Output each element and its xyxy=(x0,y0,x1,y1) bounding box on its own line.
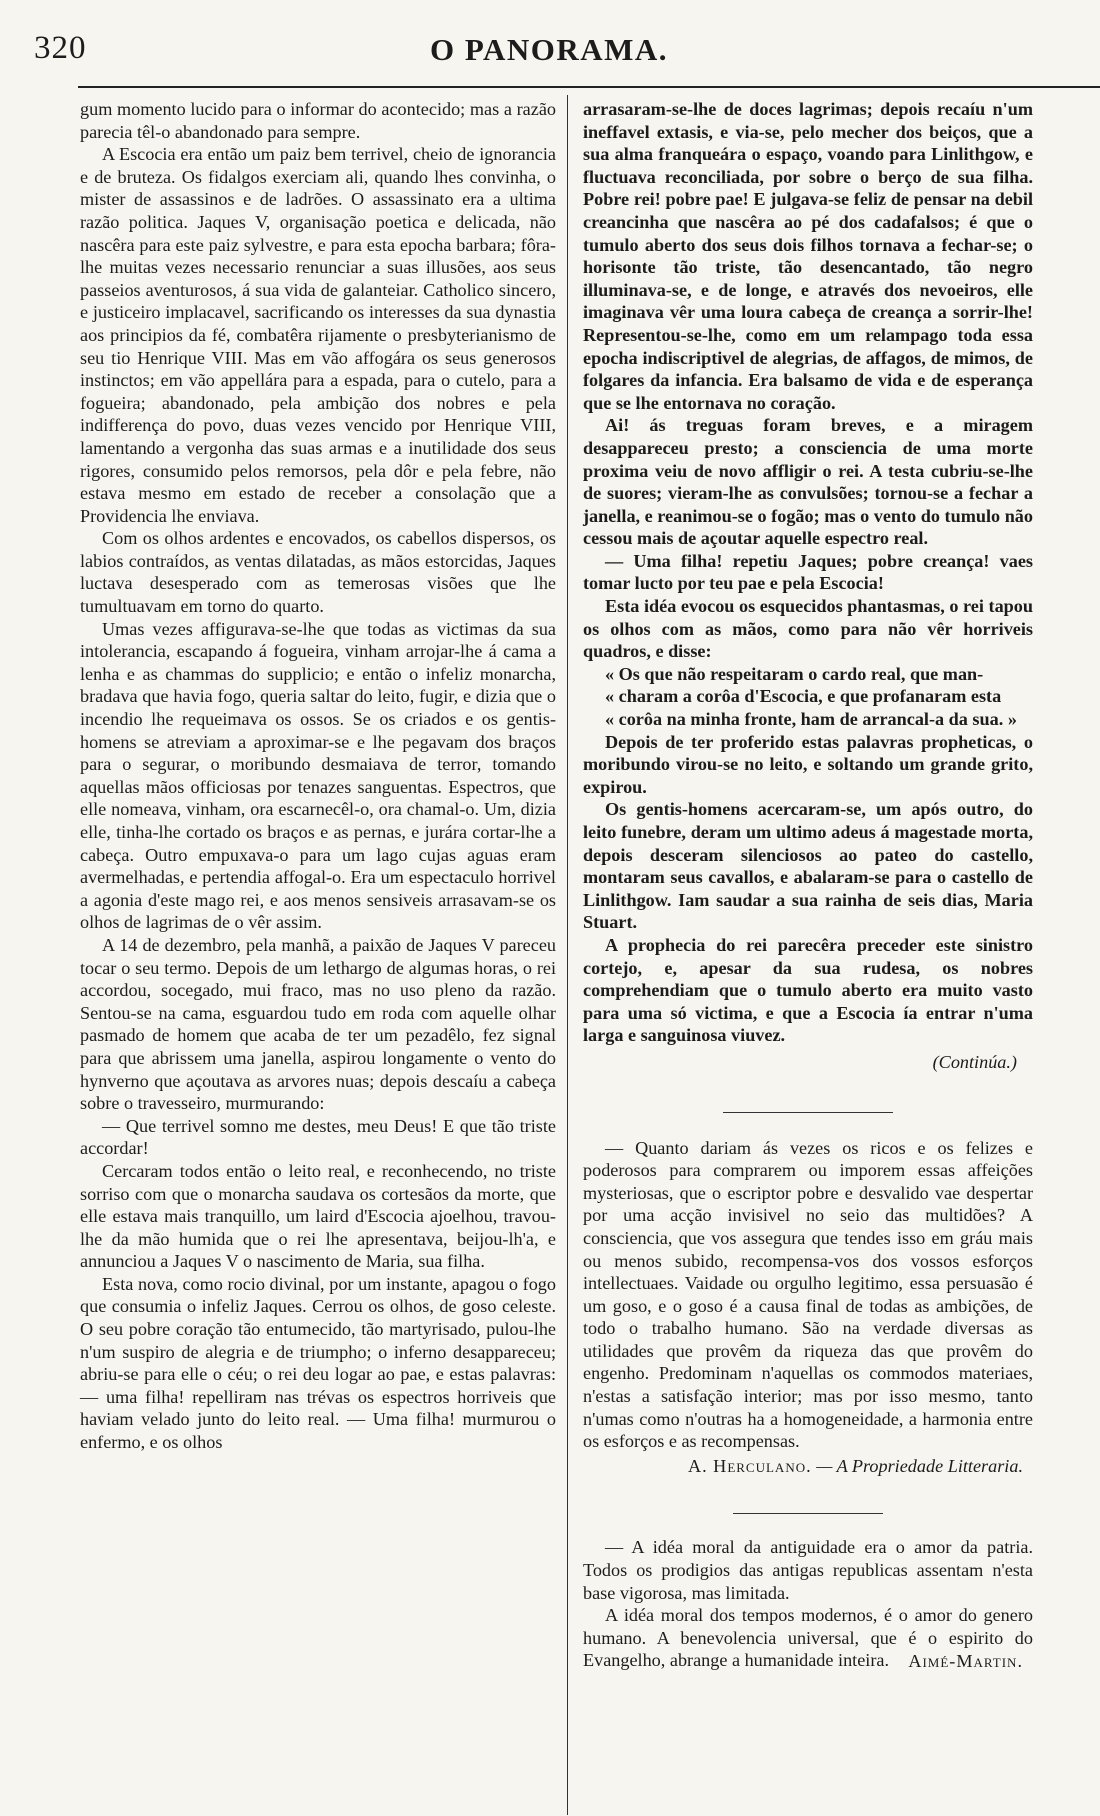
quote-line: « Os que não respeitaram o cardo real, que man- xyxy=(605,663,984,684)
article-paragraph: — Quanto dariam ás vezes os ricos e os felizes e poderosos para comprarem ou imporem essas affeições mysteriosas, que o escriptor pobre e desvalido vae despertar por uma acção invisivel no seio das multidões? A consciencia, que vos assegura que tendes isso em gráu mais ou menos subido, recompensa-vos dos vossos esforços intellectuaes. Vaidade ou orgulho legitimo, essa persuasão é um goso, e o goso é a causa final de todas as ambições, de todo o trabalho humano. São na verdade diversas as utilidades que provêm da riqueza das que provêm do engenho. Predominam n'aquellas os commodos materiaes, n'estas a satisfação interior; mas por isso mesmo, tanto n'umas como n'outras ha a homogeneidade, a harmonia entre os esforços e as recompensas. xyxy=(583,1137,1033,1452)
paragraph: A Escocia era então um paiz bem terrivel, cheio de ignorancia e de bruteza. Os fidalgos exerciam ali, quando lhes convinha, o mister de assassinos e de ladrões. O assassinato era a ultima razão politica. Jaques V, organisação poetica e delicada, não nascêra para este paiz sylvestre, e para esta epocha barbara; fôra-lhe muitas vezes necessario renunciar a suas illusões, aos seus passeios aventurosos, á sua vida de galanteiar. Catholico sincero, e justiceiro implacavel, sacrificando os interesses da sua dynastia aos principios da fé, combatêra rijamente o presbyterianismo de seu tio Henrique VIII. Mas em vão affogára os seus generosos instinctos; em vão appellára para a espada, para o cutelo, para a fogueira; abandonado, pela ambição dos nobres e pela indifferença do povo, duas vezes vencido por Henrique VIII, lamentando a vergonha das suas armas e a inutilidade dos seus rigores, consumido pelos remorsos, pela dôr e pela febre, não estava mesmo em estado de receber a consolação que a Providencia lhe enviava. xyxy=(80,144,556,526)
masthead-title: O PANORAMA. xyxy=(430,32,669,67)
paragraph: — Uma filha! repetiu Jaques; pobre creança! vaes tomar lucto por teu pae e pela Escocia! xyxy=(583,550,1033,594)
continua-note: (Continúa.) xyxy=(932,1051,1017,1072)
section-separator xyxy=(733,1513,883,1514)
right-column xyxy=(583,98,1033,1673)
paragraph: Umas vezes affigurava-se-lhe que todas as victimas da sua intolerancia, escapando á fogueira, vinham arrojar-lhe á cama a lenha e as chammas do supplicio; e então o infeliz monarcha, bradava que havia fogo, queria saltar do leito, fugir, e dizia que o incendio lhe requeimava os ossos. Se os criados e os gentis-homens se atreviam a aproximar-se e lhe pegavam dos braços para o segurar, o moribundo desmaiava de terror, tomando aquellas mãos officiosas por tenazes sanguentas. Espectros, que elle nomeava, vinham, ora escarnecêl-o, ora chamal-o. Um, dizia elle, tinha-lhe cortado os braços e as pernas, e jurára cortar-lhe a cabeça. Outro empuxava-o para um lago cujas aguas eram avermelhadas, e pertendia affogal-o. Era um espectaculo horrivel a agonia d'este mago rei, e aos menos sensiveis arrasavam-se os olhos de lagrimas de o vêr assim. xyxy=(80,618,556,933)
section-separator xyxy=(723,1112,893,1113)
paragraph: Ai! ás treguas foram breves, e a miragem desappareceu presto; a consciencia de uma morte proxima veiu de novo affligir o rei. A testa cubriu-se-lhe de suores; vieram-lhe as convulsões; tornou-se a fechar a janella, e reanimou-se o fogão; mas o vento do tumulo não cessou mais de açoutar aquelle espectro real. xyxy=(583,415,1033,549)
article-paragraph: A idéa moral dos tempos modernos, é o amor do genero humano. A benevolencia universal, que é o espirito do Evangelho, abrange a humanidade inteira. xyxy=(583,1605,1033,1671)
paragraph: gum momento lucido para o informar do acontecido; mas a razão parecia têl-o abandonado para sempre. xyxy=(80,99,556,142)
source-title: — A Propriedade Litteraria. xyxy=(816,1455,1023,1476)
paragraph: A 14 de dezembro, pela manhã, a paixão de Jaques V pareceu tocar o seu termo. Depois de um lethargo de algumas horas, o rei accordou, socegado, mui fraco, mas no uso pleno da razão. Sentou-se na cama, esguardou tudo em roda com aquelle olhar pasmado de homem que acaba de ter um pezadêlo, fez signal para que abrissem uma janella, aspirou longamente o vento do hynverno que açoutava as arvores nuas; depois descaíu a cabeça sobre o travesseiro, murmurando: xyxy=(80,934,556,1114)
paragraph: — Que terrivel somno me destes, meu Deus! E que tão triste accordar! xyxy=(80,1115,556,1159)
paragraph: Os gentis-homens acercaram-se, um após outro, do leito funebre, deram um ultimo adeus á magestade morta, depois desceram silenciosos ao pateo do castello, montaram seus cavallos, e abalaram-se para o castello de Linlithgow. Iam saudar a sua rainha de seis dias, Maria Stuart. xyxy=(583,799,1033,933)
page-number: 320 xyxy=(34,30,87,66)
left-column xyxy=(80,98,556,1454)
article-paragraph: — A idéa moral da antiguidade era o amor da patria. Todos os prodigios das antigas republicas assentam n'esta base vigorosa, mas limitada. xyxy=(583,1537,1033,1603)
paragraph: Depois de ter proferido estas palavras propheticas, o moribundo virou-se no leito, e soltando um grande grito, expirou. xyxy=(583,731,1033,797)
paragraph: arrasaram-se-lhe de doces lagrimas; depois recaíu n'um ineffavel extasis, e via-se, pelo mecher dos beiços, que a sua alma franqueára o espaço, voando para Linlithgow, e fluctuava reconciliada, por sobre o berço de sua filha. Pobre rei! pobre pae! E julgava-se feliz de pensar na debil creancinha que nascêra ao pé dos cadafalsos; é que o tumulo aberto dos seus dois filhos tornava a fechar-se; o horisonte tão triste, tão desencantado, tão negro illuminava-se, e de longe, e através dos nevoeiros, elle imaginava vêr uma loura cabeça de creança a sorrir-lhe! Representou-se-lhe, como em um relampago toda essa epocha indiscriptivel de alegrias, de affagos, de mimos, de folgares da infancia. Era balsamo de vida e de esperança que se lhe entornava no coração. xyxy=(583,99,1033,413)
paragraph: A prophecia do rei parecêra preceder este sinistro cortejo, e, apesar da sua rudesa, os nobres comprehendiam que o tumulo aberto era muito vasto para uma só victima, e que a Escocia ía entrar n'uma larga e sanguinosa viuvez. xyxy=(583,934,1033,1046)
quote-line: « corôa na minha fronte, ham de arrancal-a da sua. » xyxy=(605,709,1017,730)
paragraph: Com os olhos ardentes e encovados, os cabellos dispersos, os labios contraídos, as ventas dilatadas, as mãos estorcidas, Jaques luctava desesperado com as temerosas visões que lhe tumultuavam em torno do quarto. xyxy=(80,528,556,617)
column-divider xyxy=(567,95,568,1815)
paragraph: Esta nova, como rocio divinal, por um instante, apagou o fogo que consumia o infeliz Jaques. Cerrou os olhos, de goso celeste. O seu pobre coração tão entumecido, tão martyrisado, pulou-lhe n'um suspiro de alegria e de triumpho; o inferno desappareceu; abriu-se para elle o céu; o rei deu logar ao pae, e estas palavras: — uma filha! repelliram nas trévas os espectros horriveis que haviam velado junto do leito real. — Uma filha! murmurou o enfermo, e os olhos xyxy=(80,1273,556,1453)
author-name: Aimé-Martin. xyxy=(908,1651,1023,1671)
header-rule xyxy=(78,86,1100,88)
paragraph: Cercaram todos então o leito real, e reconhecendo, no triste sorriso com que o monarcha saudava os cortesãos da morte, que elle estava mais tranquillo, um laird d'Escocia ajoelhou, travou-lhe da mão humida que o rei lhe apresentava, beijou-lh'a, e annunciou a Jaques V o nascimento de Maria, sua filha. xyxy=(80,1160,556,1272)
article-signature xyxy=(583,1455,1023,1478)
quote-line: « charam a corôa d'Escocia, e que profanaram esta xyxy=(605,686,1002,707)
paragraph: Esta idéa evocou os esquecidos phantasmas, o rei tapou os olhos com as mãos, como para não vêr horriveis quadros, e disse: xyxy=(583,596,1033,662)
author-name: A. Herculano. xyxy=(687,1455,812,1476)
